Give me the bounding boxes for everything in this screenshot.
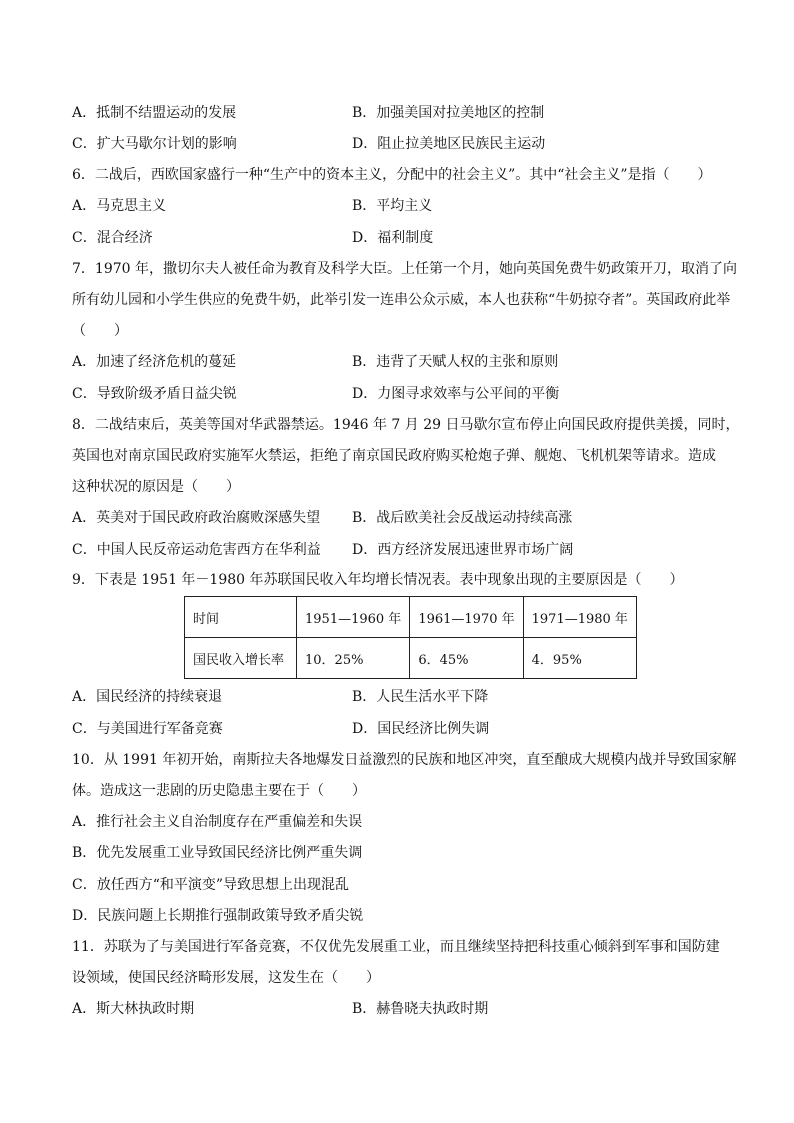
q6-option-a: A．马克思主义 <box>72 198 167 214</box>
q8-option-c: C．中国人民反帝运动危害西方在华利益 <box>72 542 321 558</box>
q10-stem-line-2: 体。造成这一悲剧的历史隐患主要在于（ ） <box>72 783 366 799</box>
q7-option-b: B．违背了天赋人权的主张和原则 <box>352 354 559 370</box>
q6-stem: 6．二战后，西欧国家盛行一种“生产中的资本主义，分配中的社会主义”。其中“社会主义”是指（ ） <box>72 167 712 183</box>
table-cell: 4．95% <box>523 638 636 679</box>
q9-data-table <box>184 596 637 679</box>
q11-option-b: B．赫鲁晓夫执政时期 <box>352 1001 489 1017</box>
q8-stem-line-1: 8．二战结束后，英美等国对华武器禁运。1946 年 7 月 29 日马歇尔宣布停止向国民政府提供美援，同时， <box>72 417 740 433</box>
q8-stem-line-2: 英国也对南京国民政府实施军火禁运，拒绝了南京国民政府购买枪炮子弹、舰炮、飞机机架等请求。造成 <box>72 448 716 464</box>
table-header-row <box>185 597 637 638</box>
table-cell: 1971—1980 年 <box>523 597 636 638</box>
table-cell: 时间 <box>185 597 297 638</box>
q5-option-d: D．阻止拉美地区民族民主运动 <box>352 136 546 152</box>
q9-option-b: B．人民生活水平下降 <box>352 689 489 705</box>
q11-stem-line-1: 11．苏联为了与美国进行军备竞赛，不仅优先发展重工业，而且继续坚持把科技重心倾斜到军事和国防建 <box>72 939 720 955</box>
q5-option-c: C．扩大马歇尔计划的影响 <box>72 136 237 152</box>
q5-option-a: A．抵制不结盟运动的发展 <box>72 105 237 121</box>
q9-stem: 9．下表是 1951 年－1980 年苏联国民收入年均增长情况表。表中现象出现的主要原因是（ ） <box>72 572 684 588</box>
q8-option-d: D．西方经济发展迅速世界市场广阔 <box>352 542 574 558</box>
q9-option-c: C．与美国进行军备竞赛 <box>72 721 223 737</box>
q10-option-d: D．民族问题上长期推行强制政策导致矛盾尖锐 <box>72 908 364 924</box>
q6-option-c: C．混合经济 <box>72 230 153 246</box>
q7-stem-line-3: （ ） <box>72 323 128 339</box>
q10-stem-line-1: 10．从 1991 年初开始，南斯拉夫各地爆发日益激烈的民族和地区冲突，直至酿成大规模内战并导致国家解 <box>72 752 737 768</box>
q6-option-d: D．福利制度 <box>352 230 434 246</box>
q7-option-d: D．力图寻求效率与公平间的平衡 <box>352 386 560 402</box>
q9-option-a: A．国民经济的持续衰退 <box>72 689 223 705</box>
table-cell: 1951—1960 年 <box>297 597 410 638</box>
table-cell: 6．45% <box>410 638 523 679</box>
q11-stem-line-2: 设领域，使国民经济畸形发展，这发生在（ ） <box>72 970 380 986</box>
q7-stem-line-1: 7．1970 年，撒切尔夫人被任命为教育及科学大臣。上任第一个月，她向英国免费牛奶政策开刀，取消了向 <box>72 261 737 277</box>
q10-option-a: A．推行社会主义自治制度存在严重偏差和失误 <box>72 814 363 830</box>
q7-stem-line-2: 所有幼儿园和小学生供应的免费牛奶，此举引发一连串公众示威，本人也获称“牛奶掠夺者”。英国政府此举 <box>72 292 731 308</box>
q9-option-d: D．国民经济比例失调 <box>352 721 490 737</box>
table-row <box>185 638 637 679</box>
q8-option-a: A．英美对于国民政府政治腐败深感失望 <box>72 510 321 526</box>
q5-option-b: B．加强美国对拉美地区的控制 <box>352 105 545 121</box>
q10-option-c: C．放任西方“和平演变”导致思想上出现混乱 <box>72 877 350 893</box>
q10-option-b: B．优先发展重工业导致国民经济比例严重失调 <box>72 845 363 861</box>
q7-option-a: A．加速了经济危机的蔓延 <box>72 354 237 370</box>
q8-stem-line-3: 这种状况的原因是（ ） <box>72 479 240 495</box>
q6-option-b: B．平均主义 <box>352 198 433 214</box>
table-cell: 1961—1970 年 <box>410 597 523 638</box>
table-cell: 国民收入增长率 <box>185 638 297 679</box>
table-cell: 10．25% <box>297 638 410 679</box>
q8-option-b: B．战后欧美社会反战运动持续高涨 <box>352 510 573 526</box>
q7-option-c: C．导致阶级矛盾日益尖锐 <box>72 386 237 402</box>
q11-option-a: A．斯大林执政时期 <box>72 1001 195 1017</box>
